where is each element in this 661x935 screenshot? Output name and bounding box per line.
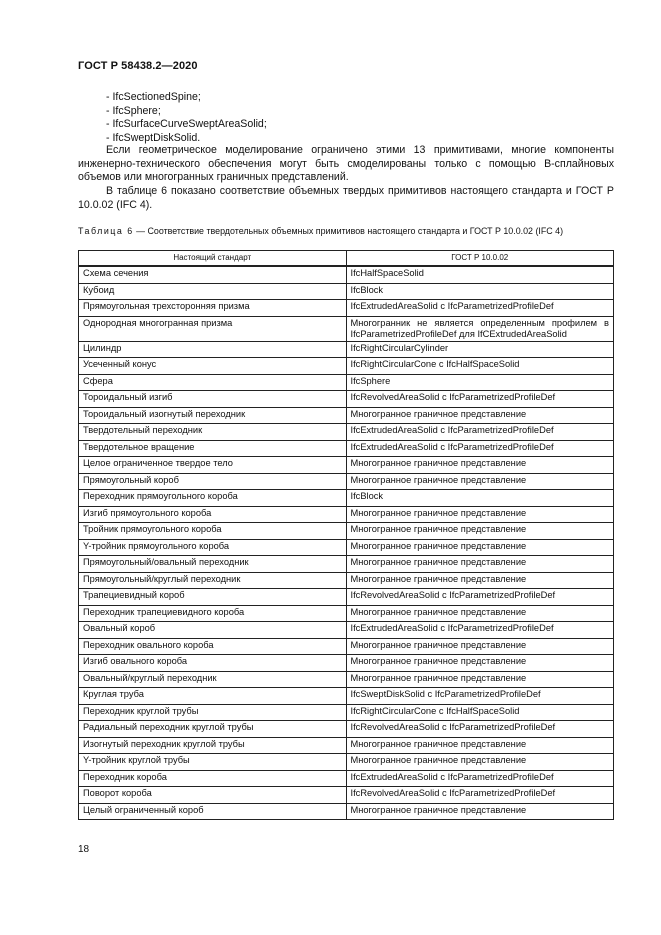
cell-this-standard: Твердотельный переходник — [79, 424, 347, 441]
cell-this-standard: Схема сечения — [79, 266, 347, 283]
cell-gost-10-0-02: Многогранник не является определенным профилем в IfcParametrizedProfileDef для IfCExtrudedAreaSolid — [346, 316, 614, 341]
cell-gost-10-0-02: Многогранное граничное представление — [346, 754, 614, 771]
table-row — [79, 358, 614, 375]
cell-gost-10-0-02: IfcRevolvedAreaSolid с IfcParametrizedProfileDef — [346, 787, 614, 804]
cell-this-standard: Целый ограниченный короб — [79, 803, 347, 820]
cell-this-standard: Прямоугольный/круглый переходник — [79, 572, 347, 589]
cell-this-standard: Изгиб овального короба — [79, 655, 347, 672]
table-row — [79, 283, 614, 300]
cell-gost-10-0-02: IfcBlock — [346, 490, 614, 507]
cell-this-standard: Тороидальный изгиб — [79, 391, 347, 408]
table-header-row — [79, 251, 614, 267]
table-body — [79, 266, 614, 820]
bullet-item: - IfcSurfaceCurveSweptAreaSolid; — [78, 118, 614, 132]
cell-gost-10-0-02: IfcExtrudedAreaSolid с IfcParametrizedProfileDef — [346, 770, 614, 787]
cell-this-standard: Овальный короб — [79, 622, 347, 639]
cell-gost-10-0-02: IfcRightCircularCylinder — [346, 341, 614, 358]
table-caption-text: — Соответствие твердотельных объемных примитивов настоящего стандарта и ГОСТ Р 10.0.02 (IFC 4) — [133, 226, 564, 236]
cell-this-standard: Трапециевидный короб — [79, 589, 347, 606]
cell-gost-10-0-02: IfcExtrudedAreaSolid с IfcParametrizedProfileDef — [346, 440, 614, 457]
table-row — [79, 490, 614, 507]
cell-this-standard: Переходник прямоугольного короба — [79, 490, 347, 507]
correspondence-table — [78, 250, 614, 820]
table-row — [79, 622, 614, 639]
cell-this-standard: Цилиндр — [79, 341, 347, 358]
table-row — [79, 770, 614, 787]
cell-this-standard: Y-тройник круглой трубы — [79, 754, 347, 771]
table-row — [79, 266, 614, 283]
table-caption-label: Таблица 6 — [78, 226, 134, 236]
table-row — [79, 374, 614, 391]
cell-this-standard: Целое ограниченное твердое тело — [79, 457, 347, 474]
table-row — [79, 407, 614, 424]
table-row — [79, 539, 614, 556]
cell-gost-10-0-02: Многогранное граничное представление — [346, 523, 614, 540]
primitive-bullet-list — [78, 91, 614, 145]
table-row — [79, 341, 614, 358]
cell-gost-10-0-02: Многогранное граничное представление — [346, 803, 614, 820]
cell-gost-10-0-02: Многогранное граничное представление — [346, 737, 614, 754]
table-row — [79, 671, 614, 688]
paragraph-geometric-modeling: Если геометрическое моделирование ограничено этими 13 примитивами, многие компоненты инженерно-технического обеспечения могут быть смоделированы только с помощью B-сплайновых объемов или многогранных граничных представлений. — [78, 144, 614, 184]
table-row — [79, 754, 614, 771]
cell-this-standard: Переходник круглой трубы — [79, 704, 347, 721]
table-row — [79, 556, 614, 573]
cell-gost-10-0-02: Многогранное граничное представление — [346, 655, 614, 672]
cell-gost-10-0-02: IfcRevolvedAreaSolid с IfcParametrizedProfileDef — [346, 721, 614, 738]
header-cell-gost-10-0-02: ГОСТ Р 10.0.02 — [346, 251, 614, 267]
cell-gost-10-0-02: Многогранное граничное представление — [346, 407, 614, 424]
paragraph-table-reference: В таблице 6 показано соответствие объемных твердых примитивов настоящего стандарта и ГОСТ Р 10.0.02 (IFC 4). — [78, 185, 614, 211]
cell-gost-10-0-02: IfcRevolvedAreaSolid с IfcParametrizedProfileDef — [346, 391, 614, 408]
cell-this-standard: Изогнутый переходник круглой трубы — [79, 737, 347, 754]
cell-this-standard: Тороидальный изогнутый переходник — [79, 407, 347, 424]
cell-gost-10-0-02: Многогранное граничное представление — [346, 539, 614, 556]
table-row — [79, 721, 614, 738]
cell-this-standard: Усеченный конус — [79, 358, 347, 375]
table-row — [79, 787, 614, 804]
table-row — [79, 704, 614, 721]
cell-gost-10-0-02: IfcRevolvedAreaSolid с IfcParametrizedProfileDef — [346, 589, 614, 606]
cell-this-standard: Овальный/круглый переходник — [79, 671, 347, 688]
table-row — [79, 523, 614, 540]
cell-this-standard: Переходник короба — [79, 770, 347, 787]
cell-gost-10-0-02: Многогранное граничное представление — [346, 638, 614, 655]
table-row — [79, 424, 614, 441]
cell-this-standard: Изгиб прямоугольного короба — [79, 506, 347, 523]
cell-this-standard: Переходник овального короба — [79, 638, 347, 655]
cell-gost-10-0-02: IfcBlock — [346, 283, 614, 300]
table-row — [79, 440, 614, 457]
cell-gost-10-0-02: Многогранное граничное представление — [346, 506, 614, 523]
bullet-item: - IfcSectionedSpine; — [78, 91, 614, 105]
cell-this-standard: Круглая труба — [79, 688, 347, 705]
cell-gost-10-0-02: Многогранное граничное представление — [346, 605, 614, 622]
cell-gost-10-0-02: Многогранное граничное представление — [346, 572, 614, 589]
cell-gost-10-0-02: IfcHalfSpaceSolid — [346, 266, 614, 283]
cell-gost-10-0-02: Многогранное граничное представление — [346, 556, 614, 573]
table-row — [79, 473, 614, 490]
table-row — [79, 506, 614, 523]
table-row — [79, 655, 614, 672]
bullet-item: - IfcSphere; — [78, 105, 614, 119]
cell-gost-10-0-02: IfcRightCircularCone с IfcHalfSpaceSolid — [346, 358, 614, 375]
document-header: ГОСТ Р 58438.2—2020 — [78, 60, 198, 72]
cell-gost-10-0-02: Многогранное граничное представление — [346, 457, 614, 474]
cell-gost-10-0-02: Многогранное граничное представление — [346, 473, 614, 490]
cell-gost-10-0-02: IfcExtrudedAreaSolid с IfcParametrizedProfileDef — [346, 622, 614, 639]
table-row — [79, 457, 614, 474]
cell-this-standard: Тройник прямоугольного короба — [79, 523, 347, 540]
bullet-item: - IfcSweptDiskSolid. — [78, 132, 614, 146]
cell-gost-10-0-02: IfcExtrudedAreaSolid с IfcParametrizedProfileDef — [346, 424, 614, 441]
table-row — [79, 589, 614, 606]
table-row — [79, 316, 614, 341]
cell-this-standard: Однородная многогранная призма — [79, 316, 347, 341]
table-row — [79, 737, 614, 754]
cell-gost-10-0-02: IfcRightCircularCone с IfcHalfSpaceSolid — [346, 704, 614, 721]
cell-this-standard: Y-тройник прямоугольного короба — [79, 539, 347, 556]
table-row — [79, 572, 614, 589]
cell-gost-10-0-02: IfcSphere — [346, 374, 614, 391]
header-cell-this-standard: Настоящий стандарт — [79, 251, 347, 267]
cell-this-standard: Прямоугольный короб — [79, 473, 347, 490]
table-row — [79, 391, 614, 408]
cell-this-standard: Твердотельное вращение — [79, 440, 347, 457]
table-row — [79, 688, 614, 705]
cell-this-standard: Сфера — [79, 374, 347, 391]
table-row — [79, 803, 614, 820]
table-row — [79, 605, 614, 622]
cell-this-standard: Прямоугольный/овальный переходник — [79, 556, 347, 573]
cell-gost-10-0-02: Многогранное граничное представление — [346, 671, 614, 688]
page-number: 18 — [78, 844, 90, 855]
cell-gost-10-0-02: IfcSweptDiskSolid с IfcParametrizedProfileDef — [346, 688, 614, 705]
cell-this-standard: Кубоид — [79, 283, 347, 300]
cell-this-standard: Прямоугольная трехсторонняя призма — [79, 300, 347, 317]
cell-this-standard: Радиальный переходник круглой трубы — [79, 721, 347, 738]
cell-gost-10-0-02: IfcExtrudedAreaSolid с IfcParametrizedProfileDef — [346, 300, 614, 317]
cell-this-standard: Переходник трапециевидного короба — [79, 605, 347, 622]
table-row — [79, 638, 614, 655]
table-caption — [78, 226, 618, 236]
table-row — [79, 300, 614, 317]
cell-this-standard: Поворот короба — [79, 787, 347, 804]
